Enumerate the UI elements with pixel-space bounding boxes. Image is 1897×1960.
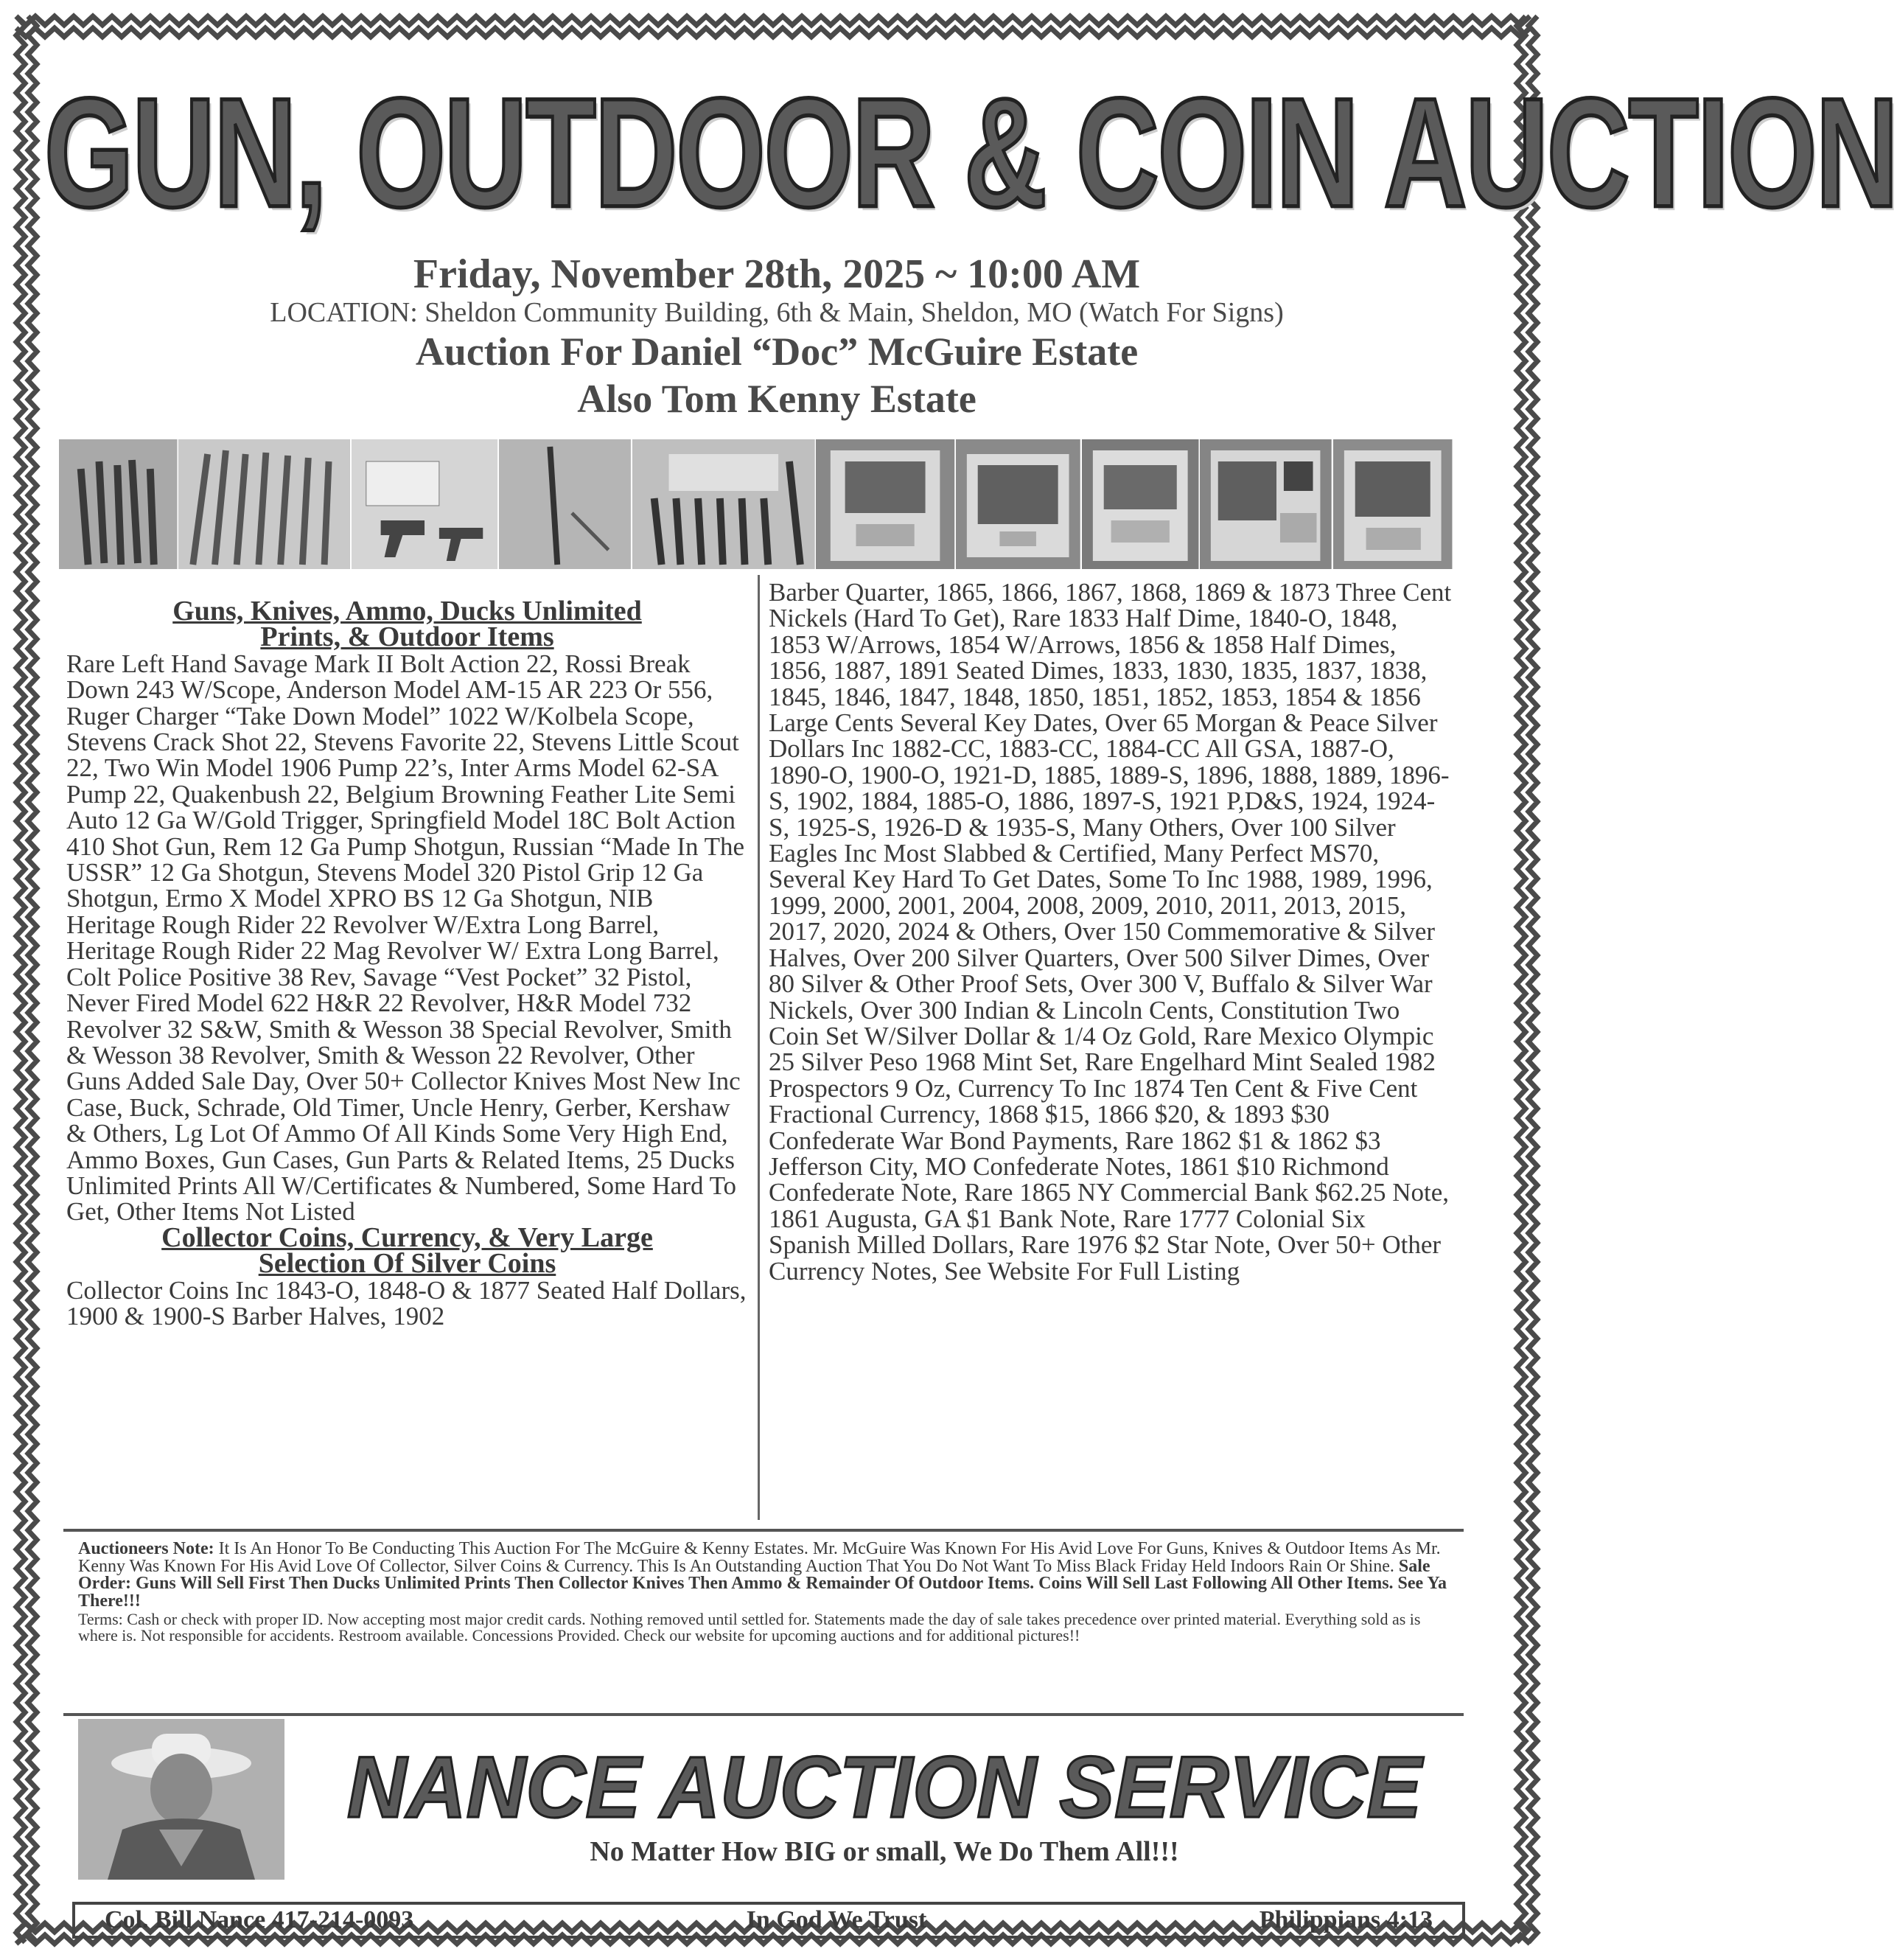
coins-list: Collector Coins Inc 1843-O, 1848-O & 1877 Seated Half Dollars, 1900 & 1900-S Barber Halves, 1902 [66,1275,747,1331]
rifles-photo [59,439,178,569]
duck-print-3 [1082,439,1200,569]
auctioneer-photo [78,1719,284,1880]
estate-name: Auction For Daniel “Doc” McGuire Estate [415,329,1139,374]
handguns-photo [352,439,499,569]
auction-date-time: Friday, November 28th, 2025 ~ 10:00 AM [413,251,1141,297]
duck-print-1 [816,439,956,569]
auction-title: GUN, OUTDOOR & COIN AUCTION [44,66,1897,240]
right-column [769,579,1453,1284]
footer-motto: In God We Trust [746,1906,927,1933]
company-slogan: No Matter How BIG or small, We Do Them All!!! [590,1836,1179,1867]
notes-box [63,1529,1464,1716]
coins-list-continued: Barber Quarter, 1865, 1866, 1867, 1868, 1869 & 1873 Three Cent Nickels (Hard To Get), Rare 1833 Half Dime, 1840-O, 1848, 1853 W/Arrows, 1854 W/Arrows, 1856 & 1858 Half Dimes, 1856, 1887, 1891 Seated Dimes, 1833, 1830, 1835, 1837, 1838, 1845, 1846, 1847, 1848, 1850, 1851, 1852, 1853, 1854 & 1856 Large Cents Several Key Dates, Over 65 Morgan & Peace Silver Dollars Inc 1882-CC, 1883-CC, 1884-CC All GSA, 1887-O, 1890-O, 1900-O, 1921-D, 1885, 1889-S, 1896, 1888, 1889, 1896-S, 1902, 1884, 1885-O, 1886, 1897-S, 1921 P,D&S, 1924, 1924-S, 1925-S, 1926-D & 1935-S, Many Others, Over 100 Silver Eagles Inc Most Slabbed & Certified, Many Perfect MS70, Several Key Hard To Get Dates, Some To Inc 1988, 1989, 1996, 1999, 2000, 2001, 2004, 2008, 2009, 2010, 2011, 2013, 2015, 2017, 2020, 2024 & Others, Over 150 Commemorative & Silver Halves, Over 200 Silver Quarters, Over 500 Silver Dimes, Over 80 Silver & Other Proof Sets, Over 300 V, Buffalo & Silver War Nickels, Over 300 Indian & Lincoln Cents, Constitution Two Coin Set W/Silver Dollar & 1/4 Oz Gold, Rare Mexico Olympic 25 Silver Peso 1968 Mint Set, Rare Engelhard Mint Sealed 1982 Prospectors 9 Oz, Currency To Inc 1874 Ten Cent & Five Cent Fractional Currency, 1868 $15, 1866 $20, & 1893 $30 Confederate War Bond Payments, Rare 1862 $1 & 1862 $3 Jefferson City, MO Confederate Notes, 1861 $10 Richmond Confederate Note, Rare 1865 NY Commercial Bank $62.25 Note, 1861 Augusta, GA $1 Bank Note, Rare 1777 Colonial Six Spanish Milled Dollars, Rare 1976 $2 Star Note, Over 50+ Other Currency Notes, See Website For Full Listing [769,578,1452,1286]
guns-list: Rare Left Hand Savage Mark II Bolt Action 22, Rossi Break Down 243 W/Scope, Anderson Model AM-15 AR 223 Or 556, Ruger Charger “Take Down Model” 1022 W/Kolbela Scope, Stevens Crack Shot 22, Stevens Favorite 22, Stevens Little Scout 22, Two Win Model 1906 Pump 22’s, Inter Arms Model 62-SA Pump 22, Quakenbush 22, Belgium Browning Feather Lite Semi Auto 12 Ga W/Gold Trigger, Springfield Model 18C Bolt Action 410 Shot Gun, Rem 12 Ga Pump Shotgun, Russian “Made In The USSR” 12 Ga Shotgun, Stevens Model 320 Pistol Grip 12 Ga Shotgun, Ermo X Model XPRO BS 12 Ga Shotgun, NIB Heritage Rough Rider 22 Revolver W/Extra Long Barrel, Heritage Rough Rider 22 Mag Revolver W/ Extra Long Barrel, Colt Police Positive 38 Rev, Savage “Vest Pocket” 32 Pistol, Never Fired Model 622 H&R 22 Revolver, H&R Model 732 Revolver 32 S&W, Smith & Wesson 38 Special Revolver, Smith & Wesson 38 Revolver, Smith & Wesson 22 Revolver, Other Guns Added Sale Day, Over 50+ Collector Knives Most New Inc Case, Buck, Schrade, Old Timer, Uncle Henry, Gerber, Kershaw & Others, Lg Lot Of Ammo Of All Kinds Some Very High End, Ammo Boxes, Gun Cases, Gun Parts & Related Items, 25 Ducks Unlimited Prints All W/Certificates & Numbered, Some Hard To Get, Other Items Not Listed [66,649,745,1227]
estate-name-2: Also Tom Kenny Estate [577,377,977,421]
terms: Terms: Cash or check with proper ID. Now accepting most major credit cards. Nothing removed until settled for. Statements made the day of sale takes precedence over printed material. Everything sold as is where is. Not responsible for accidents. Restroom available. Concessions Provided. Check our website for upcoming auctions and for additional pictures!! [78,1610,1421,1645]
coins-heading-line1: Collector Coins, Currency, & Very Large [161,1221,653,1253]
company-name: NANCE AUCTION SERVICE [346,1738,1422,1836]
guns-heading [66,596,748,653]
duck-print-5 [1333,439,1452,569]
coins-heading-line2: Selection Of Silver Coins [258,1248,556,1280]
shotguns-photo [178,439,352,569]
photo-strip [59,439,1452,569]
auctioneer-contact: Col. Bill Nance 417-214-0093 [105,1906,414,1933]
footer-verse: Philippians 4:13 [1259,1906,1433,1933]
duck-print-2 [956,439,1081,569]
auctioneers-note-text: It Is An Honor To Be Conducting This Auction For The McGuire & Kenny Estates. Mr. McGuire Was Known For His Avid Love For Guns, Knives & Outdoor Items As Mr. Kenny Was Known For His Avid Love Of Collector, Silver Coins & Currency. This Is An Outstanding Auction That You Do Not Want To Miss Black Friday Held Indoors Rain Or Shine. [78,1539,1441,1576]
long-gun-photo [499,439,632,569]
auction-location: LOCATION: Sheldon Community Building, 6th & Main, Sheldon, MO (Watch For Signs) [270,297,1284,328]
coins-heading [66,1221,748,1280]
footer-bar [72,1902,1465,1939]
guns-heading-line1: Guns, Knives, Ammo, Ducks Unlimited [172,596,642,627]
knives-photo [632,439,817,569]
auctioneers-note-label: Auctioneers Note: [78,1539,214,1558]
guns-heading-line2: Prints, & Outdoor Items [260,621,554,653]
column-divider [758,575,760,1520]
left-column [66,581,748,1329]
sale-order: Sale Order: Guns Will Sell First Then Ducks Unlimited Prints Then Collector Knives Then Ammo & Remainder Of Outdoor Items. Coins Will Sell Last Following All Other Items. See Ya There!!! [78,1556,1447,1611]
auctioneers-note [78,1541,1449,1610]
duck-print-4 [1200,439,1332,569]
